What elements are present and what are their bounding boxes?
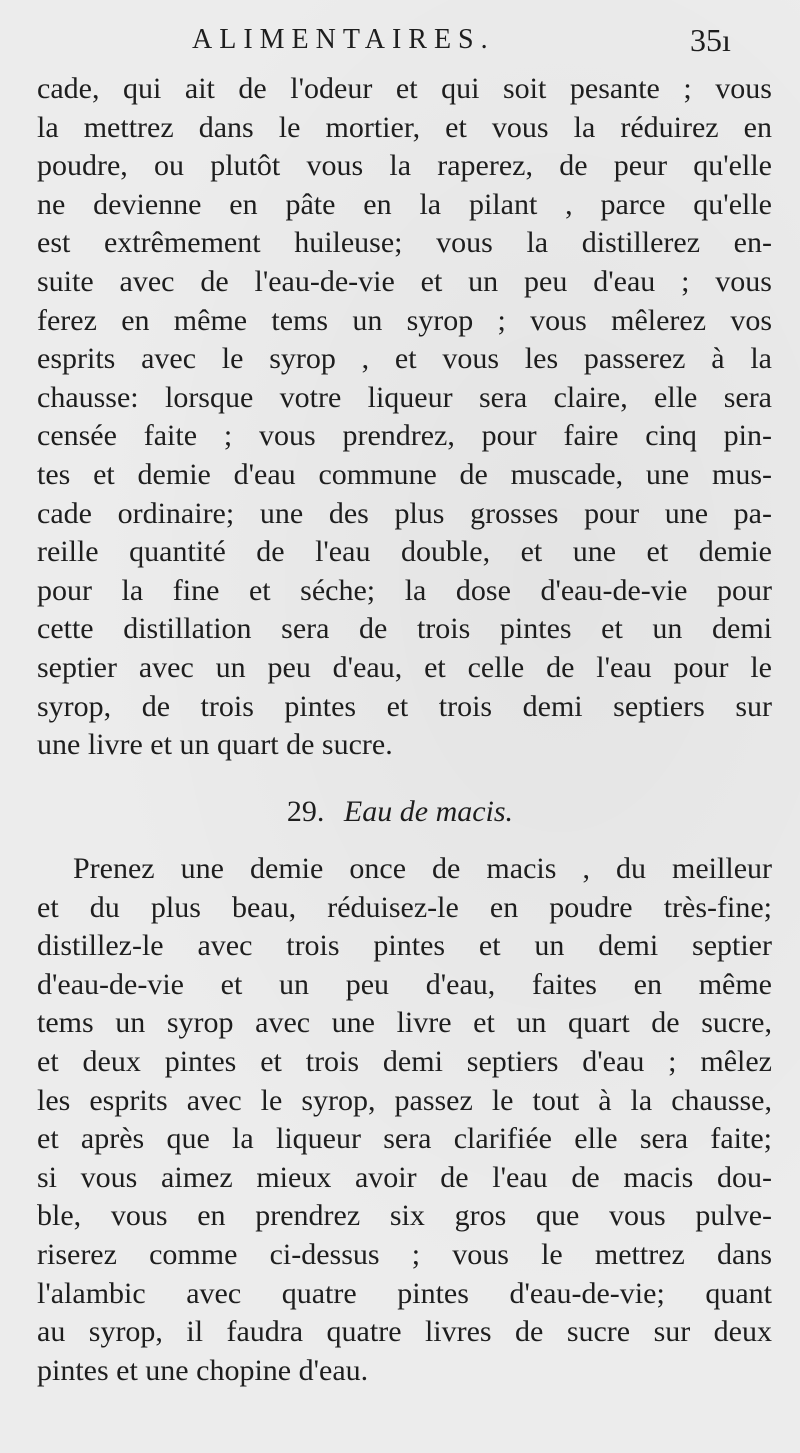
text-line: chausse: lorsque votre liqueur sera claire, elle sera xyxy=(37,380,772,414)
text-line: pintes et une chopine d'eau. xyxy=(37,1353,369,1387)
text-line: cade ordinaire; une des plus grosses pour une pa- xyxy=(37,496,772,530)
text-line: cade, qui ait de l'odeur et qui soit pesante ; vous xyxy=(37,72,772,105)
text-line: tes et demie d'eau commune de muscade, une mus- xyxy=(37,457,772,491)
text-line: poudre, ou plutôt vous la raperez, de peur qu'elle xyxy=(37,149,772,183)
text-line: l'alambic avec quatre pintes d'eau-de-vie; quant xyxy=(37,1276,772,1310)
text-line: syrop, de trois pintes et trois demi septiers sur xyxy=(37,689,772,723)
text-line: une livre et un quart de sucre. xyxy=(37,728,393,762)
text-line: riserez comme ci-dessus ; vous le mettrez dans xyxy=(37,1237,772,1271)
text-line: la mettrez dans le mortier, et vous la réduirez en xyxy=(37,110,772,144)
text-line: suite avec de l'eau-de-vie et un peu d'eau ; vous xyxy=(37,264,772,298)
paragraph-muscade-continued xyxy=(37,70,772,765)
text-line: pour la fine et séche; la dose d'eau-de-vie pour xyxy=(37,573,772,607)
text-line: distillez-le avec trois pintes et un demi septier xyxy=(37,929,772,963)
running-head: ALIMENTAIRES. xyxy=(192,24,495,55)
section-number: 29. xyxy=(286,795,325,828)
section-heading xyxy=(0,795,800,829)
text-line: est extrêmement huileuse; vous la distillerez en- xyxy=(37,226,772,260)
text-line: ferez en même tems un syrop ; vous mêlerez vos xyxy=(37,303,772,337)
text-line: et du plus beau, réduisez-le en poudre très-fine; xyxy=(37,890,772,924)
text-line: au syrop, il faudra quatre livres de sucre sur deux xyxy=(37,1315,772,1349)
page-header xyxy=(0,18,800,58)
page-number: 35ı xyxy=(690,22,731,58)
text-line: ble, vous en prendrez six gros que vous pulve- xyxy=(37,1199,772,1233)
text-line: les esprits avec le syrop, passez le tout à la chausse, xyxy=(37,1083,772,1117)
text-line: ne devienne en pâte en la pilant , parce qu'elle xyxy=(37,187,772,221)
text-line: et deux pintes et trois demi septiers d'eau ; mêlez xyxy=(37,1044,772,1078)
text-line: et après que la liqueur sera clarifiée elle sera faite; xyxy=(37,1122,772,1156)
text-line: reille quantité de l'eau double, et une et demie xyxy=(37,535,772,569)
section-title: Eau de macis. xyxy=(343,795,514,828)
text-line: si vous aimez mieux avoir de l'eau de macis dou- xyxy=(37,1160,772,1194)
text-line: d'eau-de-vie et un peu d'eau, faites en même xyxy=(37,967,772,1001)
text-line: cette distillation sera de trois pintes et un demi xyxy=(37,612,772,646)
text-line: censée faite ; vous prendrez, pour faire cinq pin- xyxy=(37,419,772,453)
text-line: septier avec un peu d'eau, et celle de l'eau pour le xyxy=(37,650,772,684)
text-line: Prenez une demie once de macis , du meilleur xyxy=(73,852,772,885)
text-line: tems un syrop avec une livre et un quart de sucre, xyxy=(37,1006,772,1040)
text-line: esprits avec le syrop , et vous les passerez à la xyxy=(37,342,772,376)
paragraph-eau-de-macis xyxy=(37,850,772,1390)
